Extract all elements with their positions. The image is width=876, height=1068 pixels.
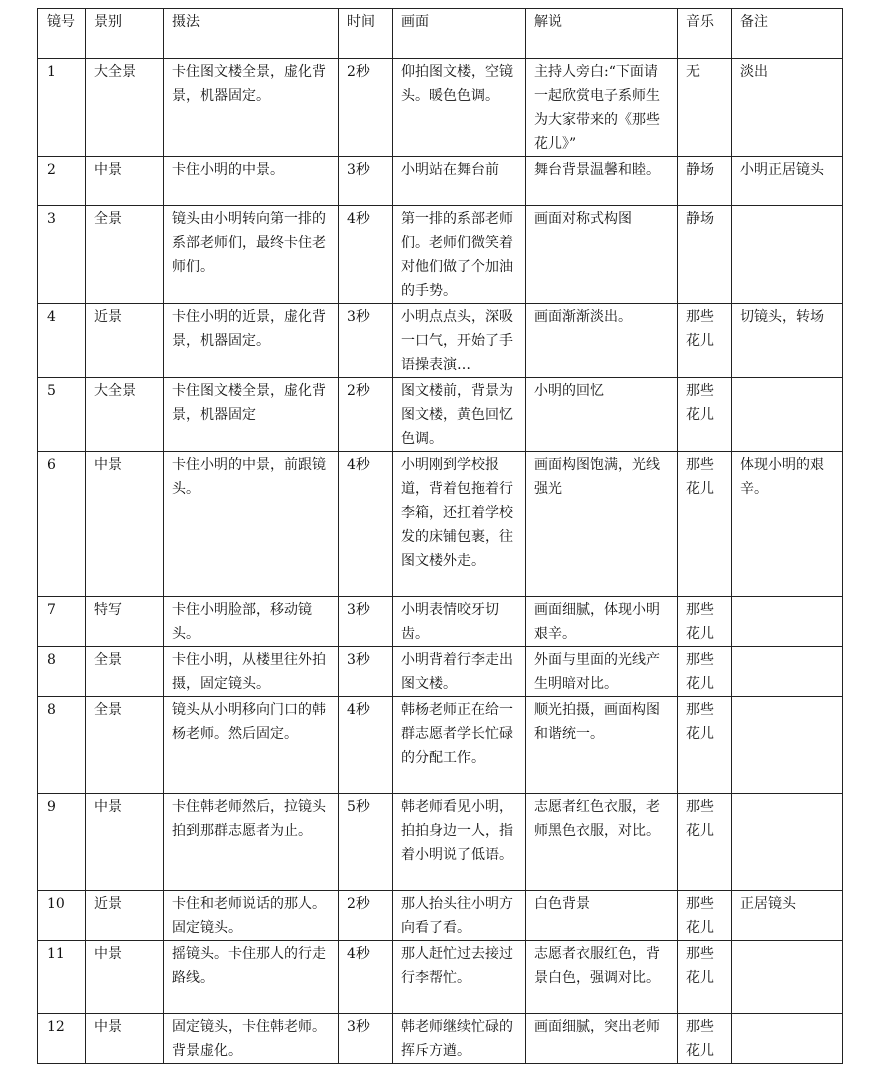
camera-technique-cell: 卡住韩老师然后，拉镜头拍到那群志愿者为止。 bbox=[164, 794, 339, 891]
shot-number-cell: 5 bbox=[38, 378, 86, 452]
table-row bbox=[38, 647, 843, 697]
camera-technique-cell: 卡住和老师说话的那人。固定镜头。 bbox=[164, 891, 339, 941]
duration-cell: 3秒 bbox=[339, 647, 393, 697]
narration-cell: 顺光拍摄，画面构图和谐统一。 bbox=[526, 697, 678, 794]
camera-technique-cell: 卡住小明的中景。 bbox=[164, 157, 339, 206]
music-cell: 那些花儿 bbox=[678, 697, 732, 794]
shot-scale-cell: 大全景 bbox=[86, 59, 164, 157]
table-row bbox=[38, 157, 843, 206]
notes-cell: 小明正居镜头 bbox=[732, 157, 843, 206]
music-cell: 那些花儿 bbox=[678, 647, 732, 697]
shot-scale-cell: 近景 bbox=[86, 304, 164, 378]
narration-cell: 画面构图饱满，光线强光 bbox=[526, 452, 678, 597]
shot-scale-cell: 中景 bbox=[86, 1014, 164, 1064]
shot-number-cell: 3 bbox=[38, 206, 86, 304]
narration-cell: 志愿者红色衣服，老师黑色衣服，对比。 bbox=[526, 794, 678, 891]
table-row bbox=[38, 206, 843, 304]
notes-cell bbox=[732, 1014, 843, 1064]
duration-cell: 4秒 bbox=[339, 697, 393, 794]
music-cell: 静场 bbox=[678, 206, 732, 304]
notes-cell bbox=[732, 378, 843, 452]
camera-technique-cell: 卡住图文楼全景，虚化背景，机器固定。 bbox=[164, 59, 339, 157]
shot-scale-cell: 中景 bbox=[86, 941, 164, 1014]
camera-technique-cell: 卡住小明的近景，虚化背景，机器固定。 bbox=[164, 304, 339, 378]
duration-cell: 2秒 bbox=[339, 59, 393, 157]
table-row bbox=[38, 59, 843, 157]
duration-cell: 4秒 bbox=[339, 452, 393, 597]
duration-cell: 2秒 bbox=[339, 891, 393, 941]
shot-scale-cell: 全景 bbox=[86, 697, 164, 794]
shot-scale-cell: 中景 bbox=[86, 157, 164, 206]
notes-cell: 正居镜头 bbox=[732, 891, 843, 941]
notes-cell bbox=[732, 206, 843, 304]
shot-scale-cell: 全景 bbox=[86, 647, 164, 697]
scene-cell: 图文楼前，背景为图文楼，黄色回忆色调。 bbox=[393, 378, 526, 452]
camera-technique-cell: 镜头由小明转向第一排的系部老师们，最终卡住老师们。 bbox=[164, 206, 339, 304]
notes-cell: 体现小明的艰辛。 bbox=[732, 452, 843, 597]
music-cell: 那些花儿 bbox=[678, 452, 732, 597]
narration-cell: 志愿者衣服红色，背景白色，强调对比。 bbox=[526, 941, 678, 1014]
shot-scale-cell: 全景 bbox=[86, 206, 164, 304]
scene-cell: 那人抬头往小明方向看了看。 bbox=[393, 891, 526, 941]
narration-cell: 外面与里面的光线产生明暗对比。 bbox=[526, 647, 678, 697]
narration-cell: 画面对称式构图 bbox=[526, 206, 678, 304]
header-music: 音乐 bbox=[678, 9, 732, 59]
header-shot-scale: 景别 bbox=[86, 9, 164, 59]
duration-cell: 3秒 bbox=[339, 1014, 393, 1064]
header-duration: 时间 bbox=[339, 9, 393, 59]
header-shot-number: 镜号 bbox=[38, 9, 86, 59]
duration-cell: 5秒 bbox=[339, 794, 393, 891]
notes-cell bbox=[732, 794, 843, 891]
scene-cell: 韩杨老师正在给一群志愿者学长忙碌的分配工作。 bbox=[393, 697, 526, 794]
notes-cell bbox=[732, 941, 843, 1014]
camera-technique-cell: 摇镜头。卡住那人的行走路线。 bbox=[164, 941, 339, 1014]
shot-number-cell: 8 bbox=[38, 647, 86, 697]
scene-cell: 韩老师继续忙碌的挥斥方遒。 bbox=[393, 1014, 526, 1064]
table-row bbox=[38, 597, 843, 647]
scene-cell: 小明站在舞台前 bbox=[393, 157, 526, 206]
shot-number-cell: 4 bbox=[38, 304, 86, 378]
shot-number-cell: 9 bbox=[38, 794, 86, 891]
narration-cell: 画面细腻，突出老师 bbox=[526, 1014, 678, 1064]
camera-technique-cell: 卡住小明脸部，移动镜头。 bbox=[164, 597, 339, 647]
table-row bbox=[38, 891, 843, 941]
music-cell: 那些花儿 bbox=[678, 304, 732, 378]
shot-number-cell: 6 bbox=[38, 452, 86, 597]
shot-scale-cell: 特写 bbox=[86, 597, 164, 647]
scene-cell: 小明表情咬牙切齿。 bbox=[393, 597, 526, 647]
scene-cell: 小明点点头，深吸一口气，开始了手语操表演… bbox=[393, 304, 526, 378]
shot-number-cell: 12 bbox=[38, 1014, 86, 1064]
table-row bbox=[38, 794, 843, 891]
header-camera-technique: 摄法 bbox=[164, 9, 339, 59]
header-row bbox=[38, 9, 843, 59]
music-cell: 那些花儿 bbox=[678, 378, 732, 452]
shot-number-cell: 10 bbox=[38, 891, 86, 941]
duration-cell: 3秒 bbox=[339, 157, 393, 206]
notes-cell bbox=[732, 697, 843, 794]
duration-cell: 4秒 bbox=[339, 206, 393, 304]
notes-cell bbox=[732, 597, 843, 647]
storyboard-table bbox=[37, 8, 843, 1064]
shot-scale-cell: 近景 bbox=[86, 891, 164, 941]
table-row bbox=[38, 304, 843, 378]
scene-cell: 韩老师看见小明，拍拍身边一人，指着小明说了低语。 bbox=[393, 794, 526, 891]
notes-cell: 淡出 bbox=[732, 59, 843, 157]
duration-cell: 3秒 bbox=[339, 597, 393, 647]
shot-number-cell: 11 bbox=[38, 941, 86, 1014]
music-cell: 那些花儿 bbox=[678, 891, 732, 941]
narration-cell: 舞台背景温馨和睦。 bbox=[526, 157, 678, 206]
camera-technique-cell: 卡住图文楼全景，虚化背景，机器固定 bbox=[164, 378, 339, 452]
duration-cell: 4秒 bbox=[339, 941, 393, 1014]
music-cell: 那些花儿 bbox=[678, 597, 732, 647]
camera-technique-cell: 固定镜头，卡住韩老师。背景虚化。 bbox=[164, 1014, 339, 1064]
narration-cell: 主持人旁白:“下面请一起欣赏电子系师生为大家带来的《那些花儿》” bbox=[526, 59, 678, 157]
camera-technique-cell: 卡住小明，从楼里往外拍摄，固定镜头。 bbox=[164, 647, 339, 697]
shot-number-cell: 8 bbox=[38, 697, 86, 794]
scene-cell: 小明背着行李走出图文楼。 bbox=[393, 647, 526, 697]
music-cell: 那些花儿 bbox=[678, 1014, 732, 1064]
music-cell: 静场 bbox=[678, 157, 732, 206]
notes-cell bbox=[732, 647, 843, 697]
music-cell: 那些花儿 bbox=[678, 794, 732, 891]
header-notes: 备注 bbox=[732, 9, 843, 59]
shot-number-cell: 1 bbox=[38, 59, 86, 157]
table-row bbox=[38, 941, 843, 1014]
narration-cell: 画面渐渐淡出。 bbox=[526, 304, 678, 378]
scene-cell: 那人赶忙过去接过行李帮忙。 bbox=[393, 941, 526, 1014]
header-narration: 解说 bbox=[526, 9, 678, 59]
scene-cell: 第一排的系部老师们。老师们微笑着对他们做了个加油的手势。 bbox=[393, 206, 526, 304]
duration-cell: 2秒 bbox=[339, 378, 393, 452]
shot-number-cell: 7 bbox=[38, 597, 86, 647]
header-scene: 画面 bbox=[393, 9, 526, 59]
table-row bbox=[38, 452, 843, 597]
duration-cell: 3秒 bbox=[339, 304, 393, 378]
shot-scale-cell: 大全景 bbox=[86, 378, 164, 452]
camera-technique-cell: 镜头从小明移向门口的韩杨老师。然后固定。 bbox=[164, 697, 339, 794]
music-cell: 无 bbox=[678, 59, 732, 157]
music-cell: 那些花儿 bbox=[678, 941, 732, 1014]
scene-cell: 小明刚到学校报道，背着包拖着行李箱，还扛着学校发的床铺包裹，往图文楼外走。 bbox=[393, 452, 526, 597]
narration-cell: 画面细腻，体现小明艰辛。 bbox=[526, 597, 678, 647]
narration-cell: 白色背景 bbox=[526, 891, 678, 941]
camera-technique-cell: 卡住小明的中景，前跟镜头。 bbox=[164, 452, 339, 597]
notes-cell: 切镜头，转场 bbox=[732, 304, 843, 378]
table-row bbox=[38, 378, 843, 452]
table-row bbox=[38, 697, 843, 794]
narration-cell: 小明的回忆 bbox=[526, 378, 678, 452]
table-row bbox=[38, 1014, 843, 1064]
shot-scale-cell: 中景 bbox=[86, 452, 164, 597]
scene-cell: 仰拍图文楼，空镜头。暖色色调。 bbox=[393, 59, 526, 157]
shot-scale-cell: 中景 bbox=[86, 794, 164, 891]
shot-number-cell: 2 bbox=[38, 157, 86, 206]
